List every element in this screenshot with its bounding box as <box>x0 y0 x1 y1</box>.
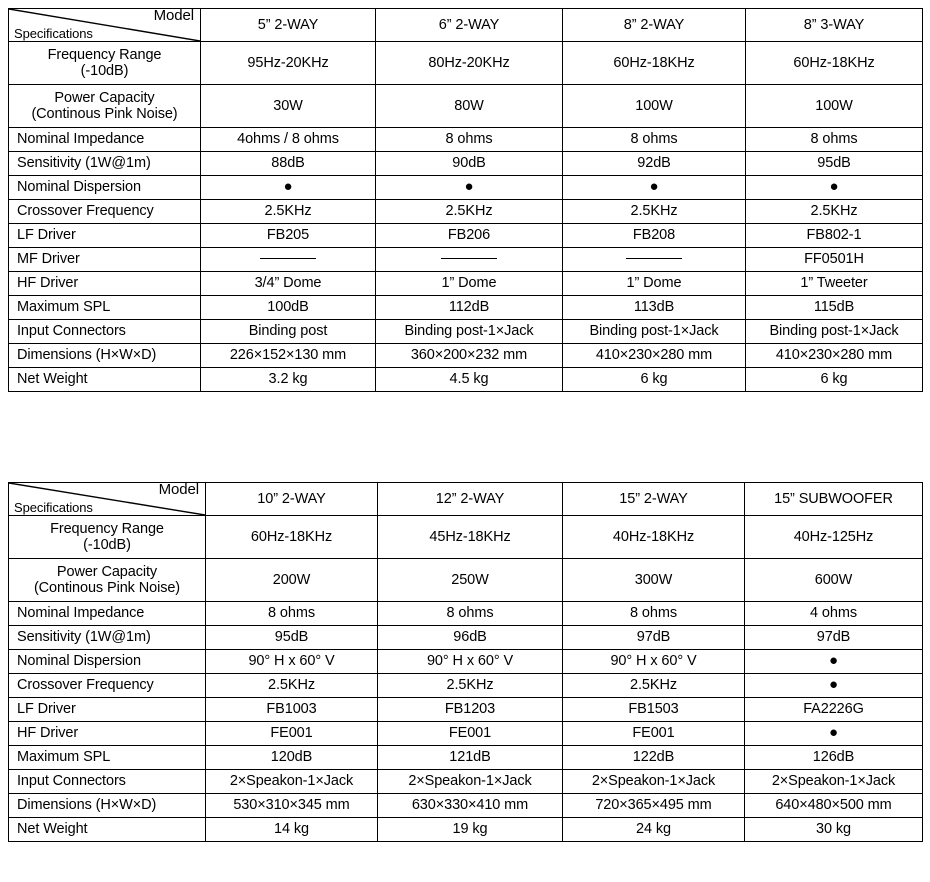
table-row <box>9 152 923 176</box>
spec-value-cell: Binding post-1×Jack <box>376 320 563 344</box>
spec-value-cell: 630×330×410 mm <box>378 794 563 818</box>
spec-value-cell: 24 kg <box>563 818 745 842</box>
table-row <box>9 602 923 626</box>
corner-header-cell <box>9 9 201 42</box>
spec-value-cell: 88dB <box>201 152 376 176</box>
spec-value-cell: 122dB <box>563 746 745 770</box>
not-applicable-dash-icon <box>626 258 682 259</box>
spec-value-cell: 115dB <box>746 296 923 320</box>
spec-value-cell: 90dB <box>376 152 563 176</box>
spec-value-cell: 90° H x 60° V <box>206 650 378 674</box>
table-row <box>9 320 923 344</box>
spec-value-cell: 112dB <box>376 296 563 320</box>
spec-value-cell: 8 ohms <box>376 128 563 152</box>
spec-value-cell <box>563 176 746 200</box>
spec-value-cell <box>563 248 746 272</box>
spec-label-cell: Nominal Impedance <box>9 602 206 626</box>
spec-value-cell: 45Hz-18KHz <box>378 516 563 559</box>
table-row <box>9 674 923 698</box>
corner-header-specifications-label: Specifications <box>14 25 93 41</box>
spec-label-cell: Dimensions (H×W×D) <box>9 344 201 368</box>
spec-label-line-2: (Continous Pink Noise) <box>31 106 178 122</box>
spec-value-cell: 95dB <box>206 626 378 650</box>
spec-label-cell: Dimensions (H×W×D) <box>9 794 206 818</box>
spec-value-cell: 2.5KHz <box>563 200 746 224</box>
spec-value-cell: FA2226G <box>745 698 923 722</box>
spec-value-cell: 2.5KHz <box>746 200 923 224</box>
spec-value-cell: Binding post-1×Jack <box>563 320 746 344</box>
spec-value-cell: FB1503 <box>563 698 745 722</box>
spec-label-cell: Sensitivity (1W@1m) <box>9 626 206 650</box>
not-applicable-dash-icon <box>260 258 316 259</box>
spec-value-cell: 2×Speakon-1×Jack <box>378 770 563 794</box>
spec-value-cell: 410×230×280 mm <box>563 344 746 368</box>
spec-value-cell: 720×365×495 mm <box>563 794 745 818</box>
spec-value-cell: 60Hz-18KHz <box>206 516 378 559</box>
spec-value-cell: 14 kg <box>206 818 378 842</box>
spec-label-cell: Maximum SPL <box>9 296 201 320</box>
table-row <box>9 559 923 602</box>
spec-label-cell <box>9 516 206 559</box>
spec-value-cell: 410×230×280 mm <box>746 344 923 368</box>
spec-value-cell: 3/4” Dome <box>201 272 376 296</box>
spec-value-cell: FF0501H <box>746 248 923 272</box>
spec-value-cell <box>745 722 923 746</box>
spec-value-cell: 90° H x 60° V <box>378 650 563 674</box>
spec-value-cell: 6 kg <box>746 368 923 392</box>
not-applicable-dash-icon <box>441 258 497 259</box>
spec-label-cell: HF Driver <box>9 722 206 746</box>
table-row <box>9 722 923 746</box>
spec-label-line-2: (-10dB) <box>83 537 131 553</box>
model-header-cell: 15” SUBWOOFER <box>745 483 923 516</box>
model-header-cell: 5” 2-WAY <box>201 9 376 42</box>
spec-value-cell: 2.5KHz <box>206 674 378 698</box>
table-row <box>9 516 923 559</box>
bullet-dot-icon: ● <box>283 178 293 196</box>
model-header-cell: 8” 3-WAY <box>746 9 923 42</box>
spec-label-cell: Input Connectors <box>9 770 206 794</box>
spec-value-cell: 80W <box>376 85 563 128</box>
table-header-row <box>9 9 923 42</box>
spec-label-line-1: Frequency Range <box>50 520 164 537</box>
spec-label-line-1: Power Capacity <box>54 89 155 106</box>
spec-label-cell: Net Weight <box>9 368 201 392</box>
spec-value-cell <box>746 176 923 200</box>
corner-header-model-label: Model <box>153 8 194 24</box>
spec-value-cell <box>201 248 376 272</box>
table-row <box>9 794 923 818</box>
spec-value-cell: Binding post <box>201 320 376 344</box>
bullet-dot-icon: ● <box>829 724 838 742</box>
spec-value-cell: 2×Speakon-1×Jack <box>745 770 923 794</box>
spec-label-cell: Nominal Dispersion <box>9 176 201 200</box>
spec-value-cell: 121dB <box>378 746 563 770</box>
spec-value-cell: 2.5KHz <box>378 674 563 698</box>
spec-label-line-1: Power Capacity <box>56 563 158 580</box>
spec-label-cell: Nominal Impedance <box>9 128 201 152</box>
table-row <box>9 85 923 128</box>
spec-value-cell: FB208 <box>563 224 746 248</box>
spec-value-cell: 8 ohms <box>746 128 923 152</box>
spec-value-cell: 4 ohms <box>745 602 923 626</box>
table-row <box>9 272 923 296</box>
model-header-cell: 15” 2-WAY <box>563 483 745 516</box>
spec-label-cell: Crossover Frequency <box>9 200 201 224</box>
spec-label-cell: Net Weight <box>9 818 206 842</box>
spec-value-cell: 2.5KHz <box>563 674 745 698</box>
spec-value-cell: 8 ohms <box>206 602 378 626</box>
spec-value-cell: 3.2 kg <box>201 368 376 392</box>
spec-value-cell: 60Hz-18KHz <box>563 42 746 85</box>
model-header-cell: 6” 2-WAY <box>376 9 563 42</box>
specifications-table-two <box>8 482 923 842</box>
bullet-dot-icon: ● <box>829 676 838 694</box>
spec-label-cell: HF Driver <box>9 272 201 296</box>
spec-value-cell: 96dB <box>378 626 563 650</box>
spec-value-cell: FE001 <box>378 722 563 746</box>
spec-value-cell: 100W <box>563 85 746 128</box>
spec-value-cell: 360×200×232 mm <box>376 344 563 368</box>
spec-value-cell: 60Hz-18KHz <box>746 42 923 85</box>
table-row <box>9 296 923 320</box>
spec-value-cell: 30W <box>201 85 376 128</box>
specifications-table-two-container <box>8 482 923 842</box>
spec-value-cell <box>376 248 563 272</box>
spec-value-cell: 300W <box>563 559 745 602</box>
spec-value-cell: 200W <box>206 559 378 602</box>
spec-value-cell: 30 kg <box>745 818 923 842</box>
spec-value-cell: 8 ohms <box>563 602 745 626</box>
spec-value-cell: FB1203 <box>378 698 563 722</box>
spec-value-cell <box>201 176 376 200</box>
spec-value-cell: 226×152×130 mm <box>201 344 376 368</box>
spec-value-cell: 126dB <box>745 746 923 770</box>
spec-value-cell: 92dB <box>563 152 746 176</box>
spec-value-cell: FB1003 <box>206 698 378 722</box>
spec-label-cell <box>9 42 201 85</box>
spec-value-cell: 1” Tweeter <box>746 272 923 296</box>
spec-value-cell: FE001 <box>206 722 378 746</box>
spec-value-cell: 97dB <box>745 626 923 650</box>
specifications-table-one <box>8 8 923 392</box>
spec-label-cell: Sensitivity (1W@1m) <box>9 152 201 176</box>
spec-value-cell: 2×Speakon-1×Jack <box>563 770 745 794</box>
spec-label-cell: LF Driver <box>9 698 206 722</box>
table-row <box>9 344 923 368</box>
spec-label-line-2: (-10dB) <box>80 63 129 79</box>
spec-value-cell: 40Hz-125Hz <box>745 516 923 559</box>
table-row <box>9 128 923 152</box>
model-header-cell: 12” 2-WAY <box>378 483 563 516</box>
spec-value-cell: 4ohms / 8 ohms <box>201 128 376 152</box>
spec-label-line-2: (Continous Pink Noise) <box>33 580 181 596</box>
table-header-row <box>9 483 923 516</box>
spec-value-cell: 640×480×500 mm <box>745 794 923 818</box>
table-row <box>9 224 923 248</box>
table-row <box>9 770 923 794</box>
spec-value-cell: 600W <box>745 559 923 602</box>
table-row <box>9 42 923 85</box>
spec-label-cell <box>9 85 201 128</box>
corner-header-specifications-label: Specifications <box>14 499 93 515</box>
spec-label-cell: LF Driver <box>9 224 201 248</box>
spec-label-cell: MF Driver <box>9 248 201 272</box>
spec-value-cell: 1” Dome <box>563 272 746 296</box>
spec-value-cell: 95Hz-20KHz <box>201 42 376 85</box>
bullet-dot-icon: ● <box>829 652 838 670</box>
specifications-table-one-container <box>8 8 923 392</box>
corner-header-model-label: Model <box>158 482 199 498</box>
spec-label-cell: Nominal Dispersion <box>9 650 206 674</box>
bullet-dot-icon: ● <box>464 178 474 196</box>
model-header-cell: 8” 2-WAY <box>563 9 746 42</box>
table-row <box>9 818 923 842</box>
spec-value-cell: 1” Dome <box>376 272 563 296</box>
spec-value-cell <box>745 650 923 674</box>
spec-value-cell: 95dB <box>746 152 923 176</box>
spec-value-cell: FB802-1 <box>746 224 923 248</box>
table-row <box>9 248 923 272</box>
spec-value-cell: 100W <box>746 85 923 128</box>
spec-value-cell: 250W <box>378 559 563 602</box>
table-row <box>9 626 923 650</box>
spec-value-cell: 97dB <box>563 626 745 650</box>
bullet-dot-icon: ● <box>829 178 839 196</box>
table-row <box>9 368 923 392</box>
table-row <box>9 176 923 200</box>
spec-value-cell: 100dB <box>201 296 376 320</box>
spec-value-cell: 80Hz-20KHz <box>376 42 563 85</box>
spec-value-cell: 2.5KHz <box>376 200 563 224</box>
spec-value-cell: 113dB <box>563 296 746 320</box>
model-header-cell: 10” 2-WAY <box>206 483 378 516</box>
spec-value-cell: FE001 <box>563 722 745 746</box>
spec-value-cell: 120dB <box>206 746 378 770</box>
spec-label-cell: Crossover Frequency <box>9 674 206 698</box>
spec-value-cell: 4.5 kg <box>376 368 563 392</box>
spec-label-cell <box>9 559 206 602</box>
table-row <box>9 200 923 224</box>
spec-value-cell: FB205 <box>201 224 376 248</box>
spec-value-cell <box>376 176 563 200</box>
spec-value-cell: 6 kg <box>563 368 746 392</box>
spec-value-cell: 8 ohms <box>378 602 563 626</box>
table-row <box>9 746 923 770</box>
spec-value-cell: 90° H x 60° V <box>563 650 745 674</box>
spec-value-cell <box>745 674 923 698</box>
spec-value-cell: 40Hz-18KHz <box>563 516 745 559</box>
spec-value-cell: Binding post-1×Jack <box>746 320 923 344</box>
spec-value-cell: 530×310×345 mm <box>206 794 378 818</box>
spec-value-cell: 19 kg <box>378 818 563 842</box>
spec-label-line-1: Frequency Range <box>47 46 162 63</box>
spec-value-cell: FB206 <box>376 224 563 248</box>
bullet-dot-icon: ● <box>649 178 659 196</box>
corner-header-cell <box>9 483 206 516</box>
spec-value-cell: 2.5KHz <box>201 200 376 224</box>
spec-label-cell: Maximum SPL <box>9 746 206 770</box>
spec-value-cell: 2×Speakon-1×Jack <box>206 770 378 794</box>
table-row <box>9 650 923 674</box>
spec-label-cell: Input Connectors <box>9 320 201 344</box>
table-row <box>9 698 923 722</box>
spec-value-cell: 8 ohms <box>563 128 746 152</box>
